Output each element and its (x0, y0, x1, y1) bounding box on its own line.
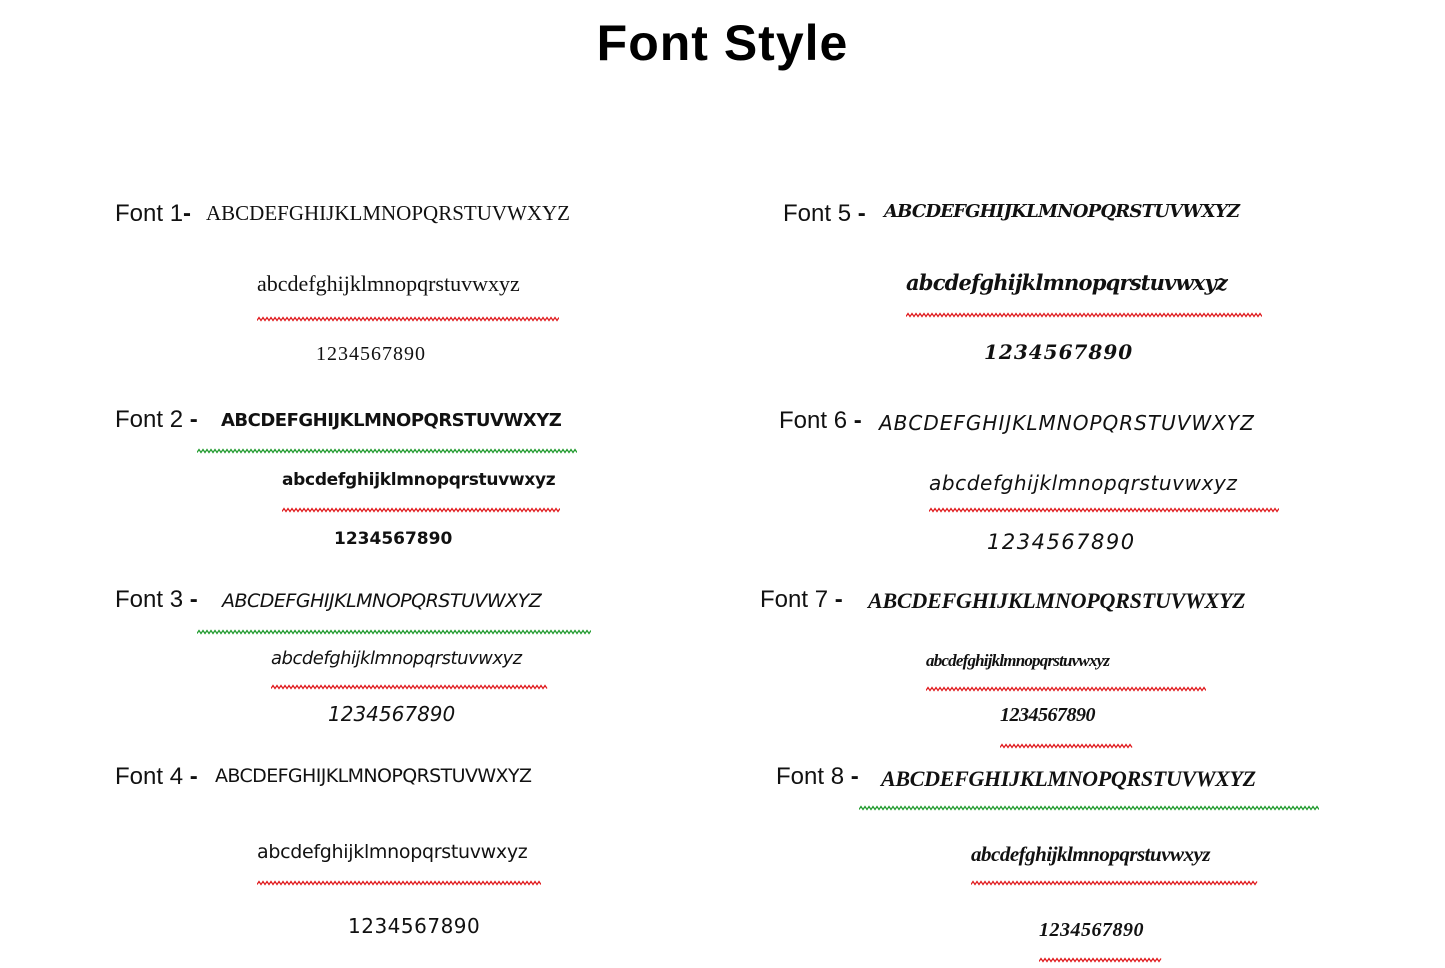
font-7-dash: - (834, 586, 843, 613)
font-2-uppercase-grammar-underline (197, 441, 577, 447)
font-5-lowercase: abcdefghijklmnopqrstuvwxyz (906, 270, 1228, 295)
wavy-underline-icon (1039, 957, 1162, 963)
font-3-dash: - (189, 586, 198, 613)
font-8-uppercase: ABCDEFGHIJKLMNOPQRSTUVWXYZ (881, 766, 1256, 791)
font-7-label-text: Font 7 (760, 586, 829, 613)
font-5-digits: 1234567890 (984, 340, 1134, 364)
wavy-underline-icon (929, 507, 1279, 513)
font-5-label (783, 202, 866, 226)
font-6-label (779, 409, 862, 433)
font-4-uppercase: ABCDEFGHIJKLMNOPQRSTUVWXYZ (215, 765, 532, 787)
wavy-underline-icon (971, 880, 1258, 886)
font-5-label-text: Font 5 (783, 200, 852, 227)
font-5-lowercase-spell-underline (906, 305, 1262, 311)
font-4-label (115, 765, 198, 789)
font-4-dash: - (189, 763, 198, 790)
font-3-lowercase-spell-underline (271, 677, 548, 683)
font-1-lowercase-spell-underline (257, 309, 559, 315)
font-1-uppercase: ABCDEFGHIJKLMNOPQRSTUVWXYZ (206, 201, 571, 225)
font-7-lowercase: abcdefghijklmnopqrstuvwxyz (926, 651, 1110, 670)
font-8-digits-spell-underline (1039, 950, 1162, 956)
font-6-label-text: Font 6 (779, 407, 848, 434)
font-6-dash: - (853, 407, 862, 434)
font-8-lowercase: abcdefghijklmnopqrstuvwxyz (971, 842, 1211, 866)
font-1-label-text: Font 1 (115, 200, 184, 227)
font-3-digits: 1234567890 (328, 702, 456, 726)
font-7-digits-spell-underline (1000, 736, 1133, 742)
wavy-underline-icon (926, 686, 1206, 692)
font-7-uppercase: ABCDEFGHIJKLMNOPQRSTUVWXYZ (868, 588, 1246, 613)
font-1-lowercase: abcdefghijklmnopqrstuvwxyz (257, 271, 520, 296)
font-8-digits: 1234567890 (1039, 919, 1144, 941)
font-2-label (115, 408, 198, 432)
font-7-lowercase-spell-underline (926, 679, 1206, 685)
wavy-underline-icon (257, 880, 541, 886)
font-7-label (760, 588, 843, 612)
font-3-lowercase: abcdefghijklmnopqrstuvwxyz (271, 648, 522, 669)
font-4-label-text: Font 4 (115, 763, 184, 790)
wavy-underline-icon (859, 805, 1319, 811)
font-4-lowercase: abcdefghijklmnopqrstuvwxyz (257, 841, 528, 863)
font-6-digits: 1234567890 (987, 530, 1136, 554)
wavy-underline-icon (282, 507, 560, 513)
wavy-underline-icon (197, 448, 577, 454)
font-1-digits: 1234567890 (316, 343, 426, 365)
font-1-dash: - (183, 200, 192, 227)
font-6-uppercase: ABCDEFGHIJKLMNOPQRSTUVWXYZ (879, 411, 1255, 435)
font-2-lowercase: abcdefghijklmnopqrstuvwxyz (282, 470, 556, 490)
wavy-underline-icon (257, 316, 559, 322)
font-6-lowercase: abcdefghijklmnopqrstuvwxyz (929, 471, 1238, 495)
wavy-underline-icon (1000, 743, 1133, 749)
font-8-label-text: Font 8 (776, 763, 845, 790)
page-title: Font Style (596, 15, 849, 71)
font-8-label (776, 765, 859, 789)
font-2-lowercase-spell-underline (282, 500, 560, 506)
font-7-digits: 1234567890 (1000, 704, 1095, 726)
font-8-lowercase-spell-underline (971, 873, 1258, 879)
font-4-digits: 1234567890 (348, 914, 481, 938)
font-3-label-text: Font 3 (115, 586, 184, 613)
wavy-underline-icon (906, 312, 1262, 318)
font-2-dash: - (189, 406, 198, 433)
wavy-underline-icon (197, 629, 591, 635)
font-8-uppercase-grammar-underline (859, 798, 1319, 804)
font-2-label-text: Font 2 (115, 406, 184, 433)
font-1-label (115, 202, 191, 226)
wavy-underline-icon (271, 684, 548, 690)
font-8-dash: - (850, 763, 859, 790)
font-6-lowercase-spell-underline (929, 500, 1279, 506)
font-4-lowercase-spell-underline (257, 873, 541, 879)
font-5-uppercase: ABCDEFGHIJKLMNOPQRSTUVWXYZ (884, 201, 1240, 222)
font-2-digits: 1234567890 (334, 529, 453, 549)
font-3-uppercase-grammar-underline (197, 622, 591, 628)
font-2-uppercase: ABCDEFGHIJKLMNOPQRSTUVWXYZ (221, 410, 562, 431)
font-5-dash: - (857, 200, 866, 227)
font-3-uppercase: ABCDEFGHIJKLMNOPQRSTUVWXYZ (222, 590, 542, 612)
font-3-label (115, 588, 198, 612)
